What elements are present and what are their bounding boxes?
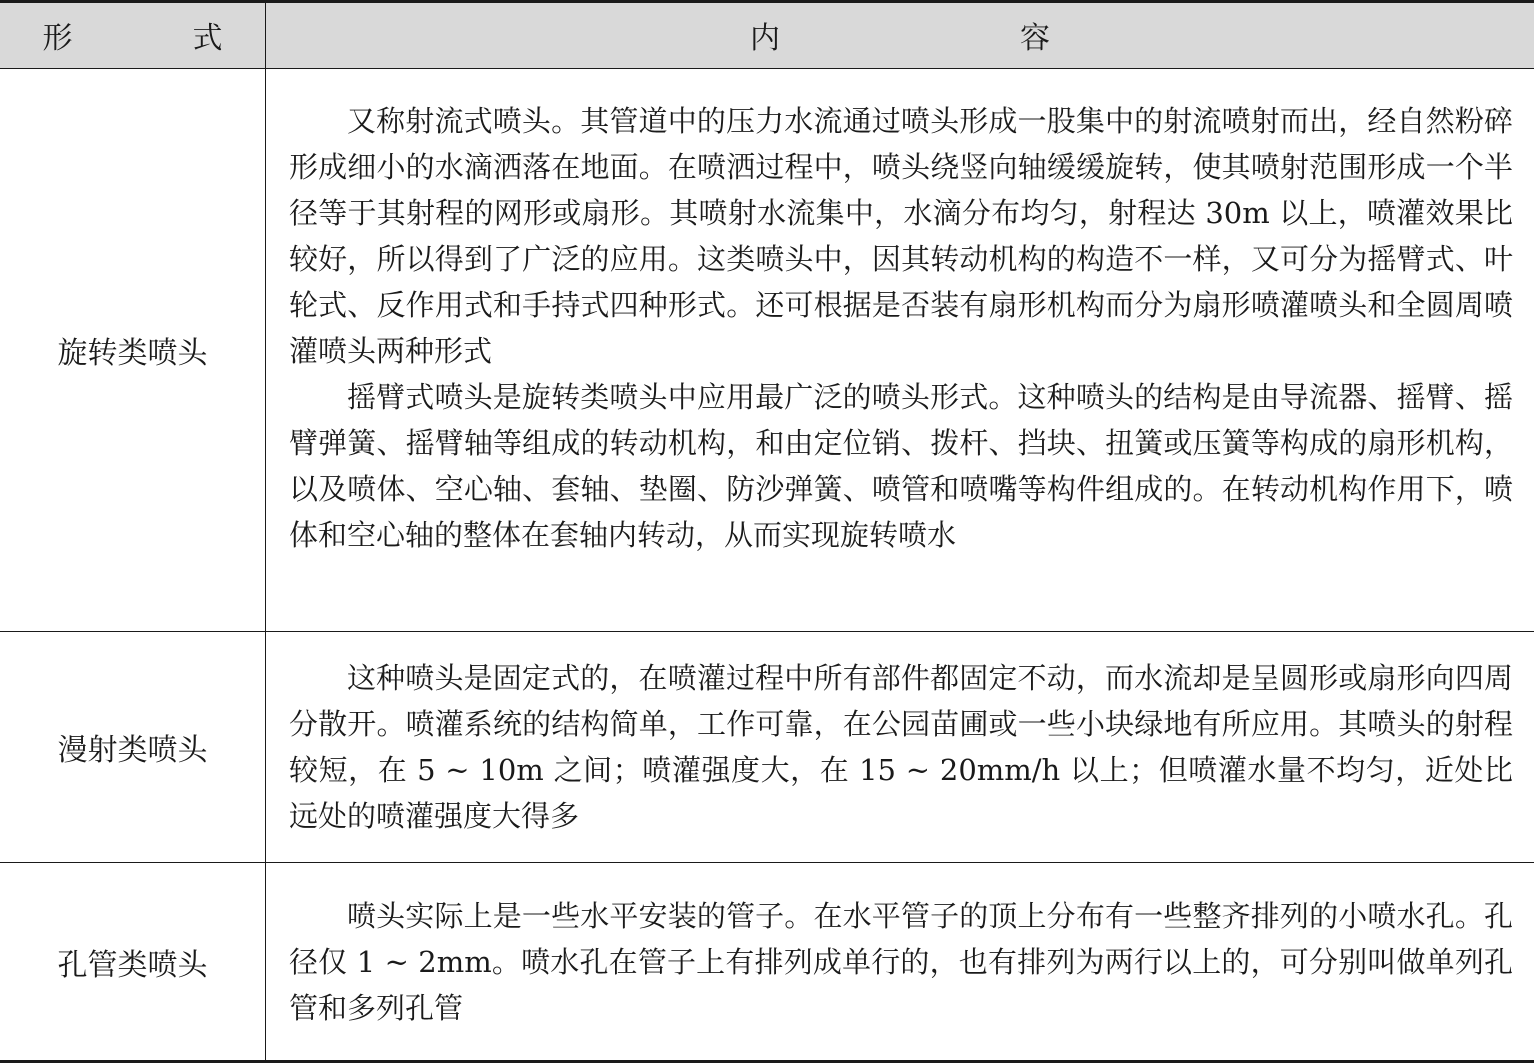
table-row-type-rotary bbox=[0, 69, 265, 631]
content-paragraph: 又称射流式喷头。其管道中的压力水流通过喷头形成一股集中的射流喷射而出，经自然粉碎形成细小的水滴洒落在地面。在喷洒过程中，喷头绕竖向轴缓缓旋转，使其喷射范围形成一个半径等于其射程的网形或扇形。其喷射水流集中，水滴分布均匀，射程达 30m 以上，喷灌效果比较好，所以得到了广泛的应用。这类喷头中，因其转动机构的构造不一样，又可分为摇臂式、叶轮式、反作用式和手持式四种形式。还可根据是否装有扇形机构而分为扇形喷灌喷头和全圆周喷灌喷头两种形式 bbox=[289, 104, 1513, 368]
table-bottom-rule bbox=[0, 1060, 1534, 1063]
row-type-label: 孔管类喷头 bbox=[57, 947, 208, 983]
header-form-label: 形 式 bbox=[42, 21, 223, 56]
content-paragraph: 这种喷头是固定式的，在喷灌过程中所有部件都固定不动，而水流却是呈圆形或扇形向四周分散开。喷灌系统的结构简单，工作可靠，在公园苗圃或一些小块绿地有所应用。其喷头的射程较短，在 5 ~ 10m 之间；喷灌强度大，在 15 ~ 20mm/h 以上；但喷灌水量不均匀，近处比远处的喷灌强度大得多 bbox=[289, 661, 1513, 833]
content-paragraph: 喷头实际上是一些水平安装的管子。在水平管子的顶上分布有一些整齐排列的小喷水孔。孔径仅 1 ~ 2mm。喷水孔在管子上有排列成单行的，也有排列为两行以上的，可分别叫做单列孔管和多列孔管 bbox=[289, 899, 1513, 1025]
table-row-content-perforated-pipe bbox=[289, 893, 1513, 1031]
row-type-label: 漫射类喷头 bbox=[57, 733, 208, 768]
row-type-label: 旋转类喷头 bbox=[57, 336, 208, 371]
content-paragraph: 摇臂式喷头是旋转类喷头中应用最广泛的喷头形式。这种喷头的结构是由导流器、摇臂、摇臂弹簧、摇臂轴等组成的转动机构，和由定位销、拨杆、挡块、扭簧或压簧等构成的扇形机构，以及喷体、空心轴、套轴、垫圈、防沙弹簧、喷管和喷嘴等构件组成的。在转动机构作用下，喷体和空心轴的整体在套轴内转动，从而实现旋转喷水 bbox=[289, 380, 1513, 552]
column-divider bbox=[265, 0, 266, 1063]
table-row-content-rotary bbox=[289, 98, 1513, 558]
header-form-cell bbox=[0, 2, 265, 68]
header-content-label: 内 容 bbox=[750, 21, 1050, 56]
table-row-type-perforated-pipe bbox=[0, 863, 265, 1060]
table-row-type-diffuse bbox=[0, 632, 265, 862]
table-row-content-diffuse bbox=[289, 655, 1513, 839]
header-content-cell bbox=[266, 2, 1534, 68]
